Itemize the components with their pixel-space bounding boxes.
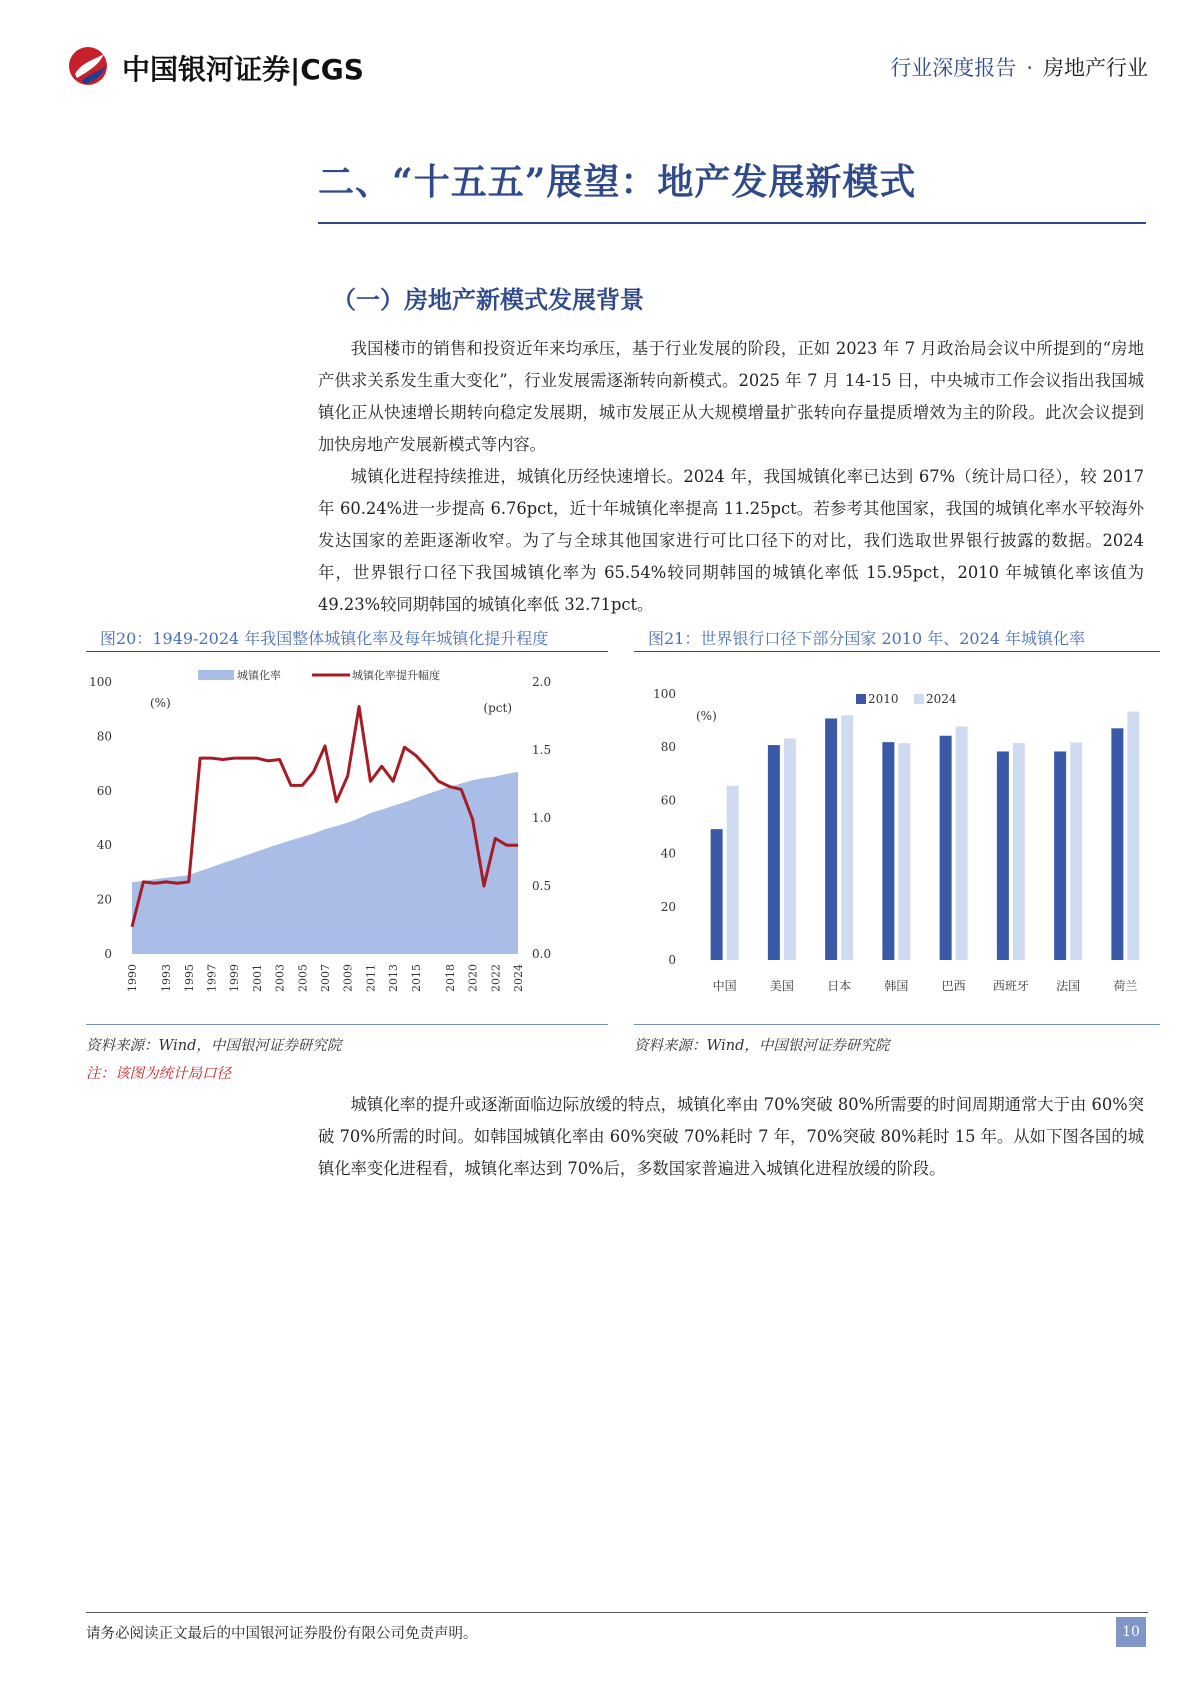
body-text-top (318, 333, 1144, 621)
figure-20-bottom-rule (86, 1024, 608, 1025)
x-tick-label: 2013 (387, 964, 401, 992)
legend-label: 城镇化率 (237, 669, 281, 682)
x-tick-label: 荷兰 (1113, 979, 1138, 993)
x-tick-label: 韩国 (884, 979, 909, 993)
bar-2010 (825, 718, 837, 960)
y-tick-label-left: 80 (96, 729, 112, 744)
bar-2024 (1013, 743, 1025, 960)
y-tick-label-left: 100 (89, 675, 112, 689)
x-tick-label: 1997 (205, 964, 219, 992)
x-tick-label: 1995 (182, 964, 196, 992)
figure-21-source: 资料来源：Wind，中国银河证券研究院 (634, 1038, 890, 1054)
y-tick-label-right: 1.5 (532, 743, 552, 757)
paragraph: 城镇化进程持续推进，城镇化历经快速增长。2024 年，我国城镇化率已达到 67%（统计局口径），较 2017 年 60.24%进一步提高 6.76pct，近十年城镇化率提高 11.25pct。若参考其他国家，我国的城镇化率水平较海外发达国家的差距逐渐收窄。为了与全球其他国家进行可比口径下的对比，我们选取世界银行披露的数据。2024 年，世界银行口径下我国城镇化率为 65.54%较同期韩国的城镇化率低 15.95pct，2010 年城镇化率该值为 49.23%较同期韩国的城镇化率低 32.71pct。 (318, 467, 1144, 614)
y-tick-label: 100 (653, 687, 676, 701)
x-tick-label: 2007 (319, 964, 332, 992)
x-tick-label: 巴西 (941, 979, 966, 993)
x-tick-label: 2005 (296, 964, 310, 992)
figure-20-top-rule (86, 651, 608, 652)
paragraph: 我国楼市的销售和投资近年来均承压，基于行业发展的阶段，正如 2023 年 7 月政治局会议中所提到的“房地产供求关系发生重大变化”，行业发展需逐渐转向新模式。2025 年 7 月 14-15 日，中央城市工作会议指出我国城镇化正从快速增长期转向稳定发展期，城市发展正从大规模增量扩张转向存量提质增效为主的阶段。此次会议提到加快房地产发展新模式等内容。 (318, 339, 1144, 454)
x-tick-label: 西班牙 (992, 979, 1029, 993)
legend-swatch (914, 694, 924, 704)
x-tick-label: 1993 (160, 964, 174, 992)
bar-2010 (882, 742, 894, 960)
page-number: 10 (1116, 1617, 1146, 1647)
y-tick-label-left: 60 (96, 783, 112, 798)
figure-20-source: 资料来源：Wind，中国银河证券研究院 (86, 1038, 342, 1054)
bar-2024 (727, 786, 739, 960)
y-tick-label-left: 40 (96, 838, 112, 853)
figure-21-chart (634, 662, 1160, 1020)
figure-21-title: 图21：世界银行口径下部分国家 2010 年、2024 年城镇化率 (648, 629, 1086, 648)
bar-2010 (940, 736, 952, 960)
paragraph: 城镇化率的提升或逐渐面临边际放缓的特点，城镇化率由 70%突破 80%所需要的时间周期通常大于由 60%突破 70%所需的时间。如韩国城镇化率由 60%突破 70%耗时 7 年，70%突破 80%耗时 15 年。从如下图各国的城镇化率变化进程看，城镇化率达到 70%后，多数国家普遍进入城镇化进程放缓的阶段。 (318, 1095, 1144, 1178)
x-tick-label: 2009 (341, 964, 355, 992)
bar-2024 (1127, 712, 1139, 960)
y-tick-label-left: 20 (96, 892, 112, 907)
x-tick-label: 2024 (512, 964, 525, 992)
y-tick-label-right: 0.0 (532, 947, 552, 961)
subsection-title: （一）房地产新模式发展背景 (332, 285, 644, 314)
bar-2010 (768, 745, 780, 960)
x-tick-label: 2001 (250, 964, 264, 992)
x-tick-label: 1999 (228, 964, 242, 992)
header-separator: · (1026, 56, 1033, 80)
y-tick-label-right: 0.5 (532, 879, 552, 893)
legend-label: 城镇化率提升幅度 (352, 669, 440, 682)
figure-20-note: 注：该图为统计局口径 (86, 1066, 231, 1082)
section-title: 二、“十五五”展望：地产发展新模式 (318, 161, 917, 203)
bar-2010 (997, 751, 1009, 960)
x-tick-label: 2011 (364, 964, 378, 992)
x-tick-label: 日本 (827, 979, 852, 993)
legend-swatch (856, 694, 866, 704)
bar-2024 (956, 726, 968, 960)
figure-21-top-rule (634, 651, 1160, 652)
legend-swatch-area (198, 670, 234, 680)
y-tick-label: 80 (660, 740, 676, 755)
y-axis-label-right: (pct) (483, 701, 512, 715)
y-tick-label-left: 0 (104, 947, 112, 961)
y-axis-label-left: (%) (150, 696, 171, 710)
footer-disclaimer: 请务必阅读正文最后的中国银河证券股份有限公司免责声明。 (86, 1626, 478, 1642)
bar-2024 (898, 743, 910, 960)
legend-label: 2024 (926, 692, 957, 706)
bar-2024 (1070, 742, 1082, 960)
y-tick-label: 0 (668, 953, 676, 967)
section-divider (318, 222, 1146, 224)
x-tick-label: 中国 (712, 979, 737, 993)
logo-text: 中国银河证券|CGS (122, 53, 364, 86)
x-tick-label: 2015 (409, 964, 423, 992)
industry-label: 房地产行业 (1043, 56, 1148, 80)
figure-21-bottom-rule (634, 1024, 1160, 1025)
bar-2010 (1054, 751, 1066, 960)
y-tick-label: 40 (660, 846, 676, 861)
bar-2010 (1111, 728, 1123, 960)
bar-2010 (711, 829, 723, 960)
body-text-bottom (318, 1089, 1144, 1185)
y-tick-label: 60 (660, 793, 676, 808)
bar-2024 (784, 738, 796, 960)
x-tick-label: 2003 (273, 964, 287, 992)
x-tick-label: 法国 (1056, 979, 1081, 993)
y-tick-label-right: 1.0 (532, 811, 552, 825)
bar-2024 (841, 715, 853, 960)
y-axis-label: (%) (696, 709, 717, 723)
x-tick-label: 2018 (443, 964, 457, 992)
figure-20-title: 图20：1949-2024 年我国整体城镇化率及每年城镇化提升程度 (100, 629, 549, 648)
x-tick-label: 2020 (466, 964, 480, 992)
x-tick-label: 1990 (126, 964, 139, 992)
header-report-info (890, 52, 1148, 82)
x-tick-label: 2022 (489, 964, 503, 992)
figure-20-chart (86, 662, 608, 1020)
legend-label: 2010 (868, 692, 899, 706)
y-tick-label: 20 (660, 899, 676, 914)
y-tick-label-right: 2.0 (532, 675, 552, 689)
report-type: 行业深度报告 (890, 56, 1017, 80)
footer-divider (86, 1612, 1148, 1613)
x-tick-label: 美国 (769, 979, 794, 993)
